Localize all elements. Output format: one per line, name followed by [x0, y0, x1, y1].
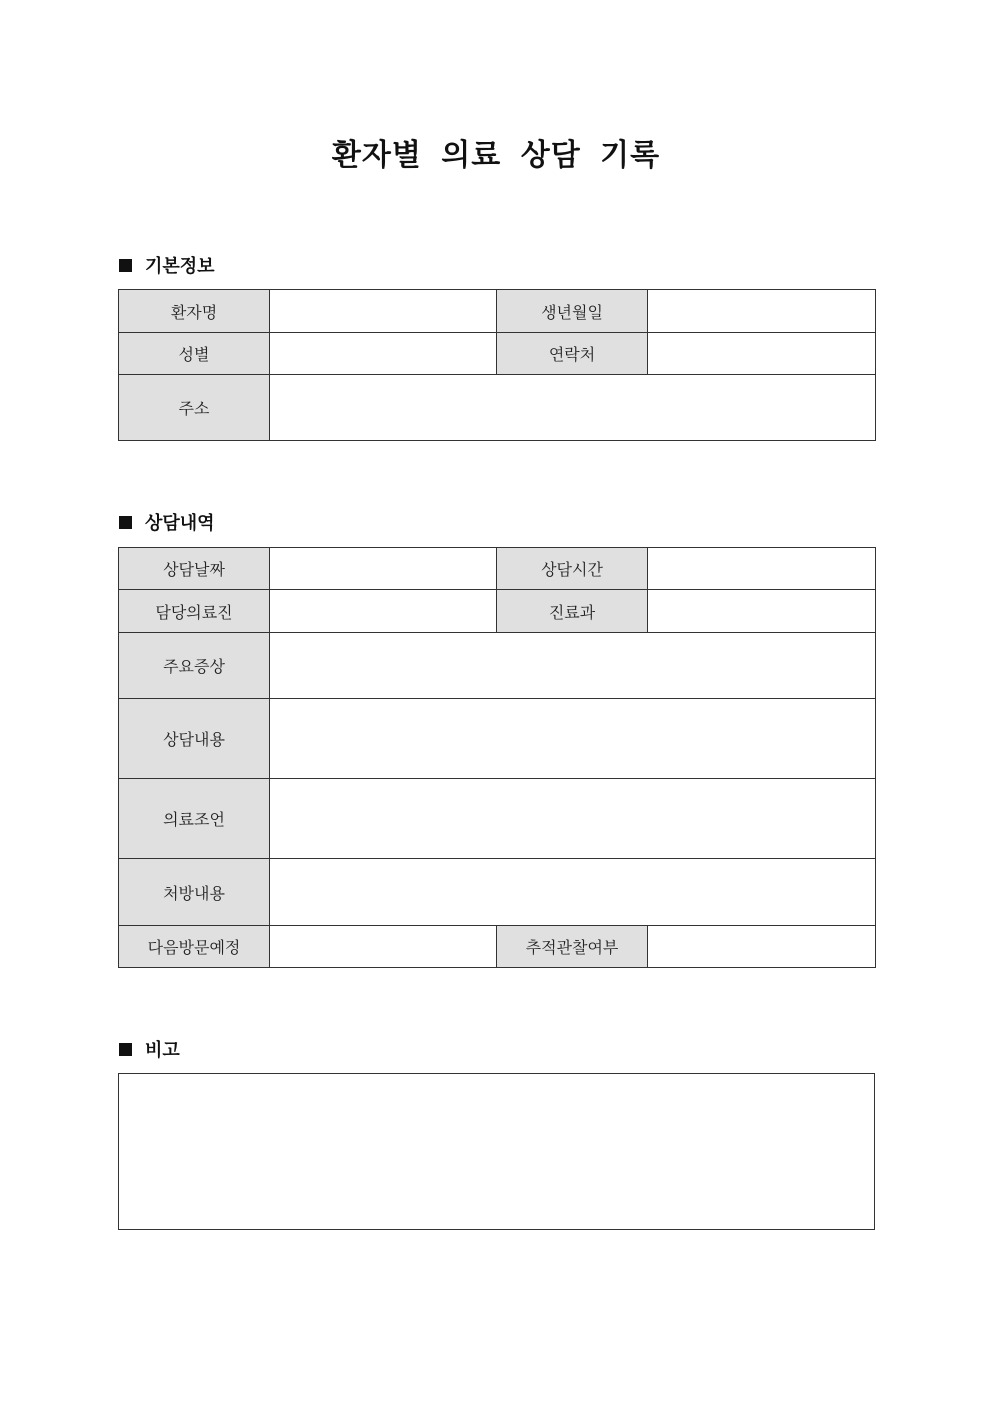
square-bullet-icon	[119, 516, 132, 529]
square-bullet-icon	[119, 259, 132, 272]
remarks-heading	[119, 1037, 180, 1061]
follow-up-field[interactable]	[648, 926, 876, 968]
consultation-date-field[interactable]	[270, 548, 497, 590]
table-row	[119, 590, 876, 633]
address-field[interactable]	[270, 375, 876, 441]
basic-info-heading	[119, 253, 215, 277]
table-row	[119, 548, 876, 590]
symptoms-field[interactable]	[270, 633, 876, 699]
department-label: 진료과	[497, 590, 648, 633]
basic-info-table	[118, 289, 876, 441]
gender-label: 성별	[119, 333, 270, 375]
birth-date-label: 생년월일	[497, 290, 648, 333]
next-visit-field[interactable]	[270, 926, 497, 968]
consultation-heading-text: 상담내역	[145, 513, 215, 534]
consultation-content-field[interactable]	[270, 699, 876, 779]
consultation-table	[118, 547, 876, 968]
follow-up-label: 추적관찰여부	[497, 926, 648, 968]
birth-date-field[interactable]	[648, 290, 876, 333]
remarks-field[interactable]	[118, 1073, 875, 1230]
table-row	[119, 633, 876, 699]
consultation-time-label: 상담시간	[497, 548, 648, 590]
prescription-field[interactable]	[270, 859, 876, 926]
symptoms-label: 주요증상	[119, 633, 270, 699]
basic-info-heading-text: 기본정보	[145, 256, 215, 277]
square-bullet-icon	[119, 1043, 132, 1056]
gender-field[interactable]	[270, 333, 497, 375]
consultation-date-label: 상담날짜	[119, 548, 270, 590]
patient-name-label: 환자명	[119, 290, 270, 333]
table-row	[119, 859, 876, 926]
consultation-heading	[119, 510, 215, 534]
table-row	[119, 779, 876, 859]
medical-staff-field[interactable]	[270, 590, 497, 633]
table-row	[119, 926, 876, 968]
table-row	[119, 290, 876, 333]
table-row	[119, 699, 876, 779]
medical-advice-label: 의료조언	[119, 779, 270, 859]
table-row	[119, 333, 876, 375]
prescription-label: 처방내용	[119, 859, 270, 926]
consultation-time-field[interactable]	[648, 548, 876, 590]
next-visit-label: 다음방문예정	[119, 926, 270, 968]
consultation-content-label: 상담내용	[119, 699, 270, 779]
patient-name-field[interactable]	[270, 290, 497, 333]
medical-staff-label: 담당의료진	[119, 590, 270, 633]
department-field[interactable]	[648, 590, 876, 633]
table-row	[119, 375, 876, 441]
contact-label: 연락처	[497, 333, 648, 375]
address-label: 주소	[119, 375, 270, 441]
page-title: 환자별 의료 상담 기록	[331, 138, 661, 173]
contact-field[interactable]	[648, 333, 876, 375]
medical-advice-field[interactable]	[270, 779, 876, 859]
remarks-heading-text: 비고	[145, 1040, 180, 1061]
